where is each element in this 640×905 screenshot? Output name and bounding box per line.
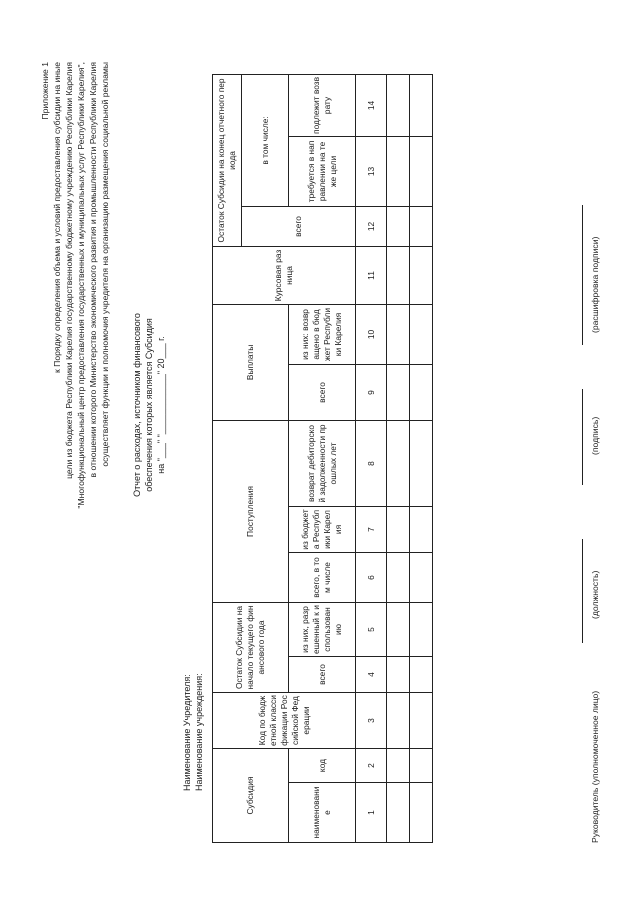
column-number: 13: [356, 136, 387, 206]
subheader-code: код: [289, 749, 356, 783]
signature-decoding-caption: (расшифровка подписи): [590, 236, 600, 333]
order-reference-line-4: в отношении которого Министерство экономического развития и промышленности Республики Карелия: [88, 62, 98, 478]
order-reference-line-3: "Многофункциональный центр предоставления государственных и муниципальных услуг Республики Карелия",: [76, 62, 86, 509]
table-cell[interactable]: [387, 783, 410, 843]
founder-name-label: Наименование Учредителя:: [182, 674, 192, 791]
subheader-name: наименование: [289, 783, 356, 843]
header-payments: Выплаты: [213, 304, 289, 420]
table-cell[interactable]: [410, 420, 433, 506]
subheader-receivables-return: возврат дебиторской задолженности прошлых лет: [289, 420, 356, 506]
table-cell[interactable]: [410, 364, 433, 420]
report-title-line-1: Отчет о расходах, источником финансового: [132, 313, 142, 497]
decoding-signature-line: [582, 205, 583, 345]
table-cell[interactable]: [387, 206, 410, 246]
subheader-including: в том числе:: [242, 74, 289, 206]
report-table: [212, 74, 433, 843]
table-cell[interactable]: [387, 136, 410, 206]
position-caption: (должность): [590, 570, 600, 619]
column-number: 8: [356, 420, 387, 506]
table-cell[interactable]: [410, 136, 433, 206]
table-cell[interactable]: [410, 553, 433, 603]
table-cell[interactable]: [410, 603, 433, 657]
table-cell[interactable]: [410, 304, 433, 364]
signature-caption: (подпись): [590, 416, 600, 455]
order-reference-line-1: к Порядку определения объема и условий предоставления субсидии на иные: [52, 62, 62, 373]
header-receipts: Поступления: [213, 420, 289, 602]
table-cell[interactable]: [387, 507, 410, 553]
column-number: 10: [356, 304, 387, 364]
table-cell[interactable]: [387, 749, 410, 783]
table-row: [387, 74, 410, 842]
report-date-line: на "___" "____________" 20___ г.: [156, 336, 166, 474]
head-signature-label: Руководитель (уполномоченное лицо): [590, 690, 600, 843]
column-number: 14: [356, 74, 387, 136]
table-cell[interactable]: [410, 507, 433, 553]
column-number: 4: [356, 657, 387, 693]
column-number: 5: [356, 603, 387, 657]
table-cell[interactable]: [387, 304, 410, 364]
subheader-required-same-purpose: требуется в направлении на те же цели: [289, 136, 356, 206]
subheader-to-return: подлежит возврату: [289, 74, 356, 136]
header-exchange-difference: Курсовая разница: [213, 246, 356, 304]
column-number: 2: [356, 749, 387, 783]
table-row: [410, 74, 433, 842]
table-cell[interactable]: [387, 364, 410, 420]
table-cell[interactable]: [387, 603, 410, 657]
column-number: 12: [356, 206, 387, 246]
column-number: 7: [356, 507, 387, 553]
subheader-from-budget: из бюджета Республики Карелия: [289, 507, 356, 553]
table-cell[interactable]: [387, 693, 410, 749]
order-reference-line-5: осуществляет функции и полномочия учредителя на организацию размещения социальной рекламы: [100, 62, 110, 467]
table-cell[interactable]: [410, 206, 433, 246]
table-cell[interactable]: [387, 553, 410, 603]
header-budget-code: Код по бюджетной классификации Российской Федерации: [213, 693, 356, 749]
column-number: 1: [356, 783, 387, 843]
table-cell[interactable]: [410, 74, 433, 136]
subheader-payments-total: всего: [289, 364, 356, 420]
institution-name-label: Наименование учреждения:: [194, 673, 204, 791]
column-number: 11: [356, 246, 387, 304]
table-cell[interactable]: [410, 657, 433, 693]
column-number: 9: [356, 364, 387, 420]
sign-signature-line: [582, 389, 583, 485]
header-balance-start: Остаток Субсидии на начало текущего финансового года: [213, 603, 289, 693]
table-cell[interactable]: [387, 420, 410, 506]
table-cell[interactable]: [410, 749, 433, 783]
subheader-returned-to-budget: из них: возвращено в бюджет Республики Карелия: [289, 304, 356, 364]
table-cell[interactable]: [387, 657, 410, 693]
table-cell[interactable]: [387, 74, 410, 136]
report-title-line-2: обеспечения которых является Субсидия: [144, 318, 154, 492]
order-reference-line-2: цели из бюджета Республики Карелия государственному бюджетному учреждению Республики Карелия: [64, 62, 74, 479]
subheader-end-total: всего: [242, 206, 356, 246]
column-number: 6: [356, 553, 387, 603]
table-cell[interactable]: [410, 693, 433, 749]
column-number: 3: [356, 693, 387, 749]
table-cell[interactable]: [387, 246, 410, 304]
header-balance-end: Остаток Субсидии на конец отчетного периода: [213, 74, 242, 246]
appendix-label: Приложение 1: [40, 62, 50, 120]
header-subsidy: Субсидия: [213, 749, 289, 843]
position-signature-line: [582, 539, 583, 643]
subheader-allowed-use: из них, разрешенный к использованию: [289, 603, 356, 657]
subheader-start-total: всего: [289, 657, 356, 693]
subheader-receipts-total: всего, в том числе: [289, 553, 356, 603]
table-cell[interactable]: [410, 246, 433, 304]
table-cell[interactable]: [410, 783, 433, 843]
